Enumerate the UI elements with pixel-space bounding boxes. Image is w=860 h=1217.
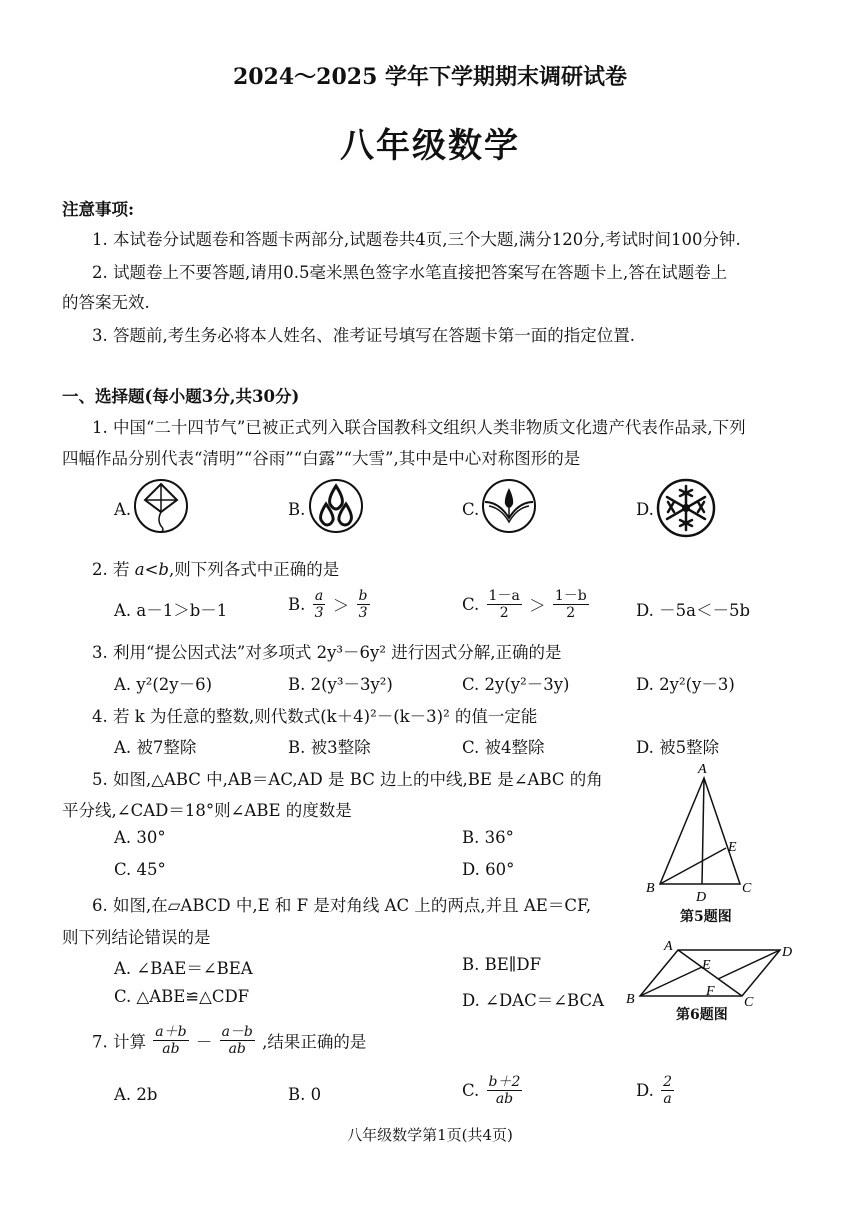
snowflake-icon bbox=[656, 478, 716, 538]
q2-option-b-fraction-1 bbox=[313, 588, 326, 621]
q5-option-a: A. 30° bbox=[114, 828, 166, 847]
fig5-label-e: E bbox=[728, 840, 737, 855]
q6-stem: 6. 如图,在▱ABCD 中,E 和 F 是对角线 AC 上的两点,并且 AE＝CF, bbox=[92, 896, 592, 915]
q5-option-d: D. 60° bbox=[462, 860, 515, 879]
exam-title: 2024～2025 学年下学期期末调研试卷 bbox=[232, 64, 628, 90]
q7-option-d-label: D. bbox=[636, 1081, 654, 1101]
numerator: a bbox=[314, 588, 324, 604]
fig6-label-e: E bbox=[702, 958, 711, 973]
q1-stem-cont: 四幅作品分别代表“清明”“谷雨”“白露”“大雪”,其中是中心对称图形的是 bbox=[62, 449, 581, 468]
q6-parallelogram-figure bbox=[622, 936, 800, 1008]
q2-stem-suffix: ,则下列各式中正确的是 bbox=[168, 560, 340, 579]
q4-option-a: A. 被7整除 bbox=[114, 738, 197, 757]
q2-option-b bbox=[288, 588, 372, 621]
kite-icon bbox=[133, 478, 189, 534]
numerator: 2 bbox=[663, 1074, 673, 1090]
q1-option-c-label: C. bbox=[462, 500, 480, 519]
page-footer: 八年级数学第1页(共4页) bbox=[347, 1126, 513, 1144]
denominator: a bbox=[663, 1091, 672, 1108]
fig5-label-b: B bbox=[646, 881, 655, 896]
q3-option-c: C. 2y(y²－3y) bbox=[462, 675, 570, 694]
q2-option-d: D. －5a＜－5b bbox=[636, 601, 751, 620]
q2-option-b-fraction-2 bbox=[357, 588, 370, 621]
raindrops-icon bbox=[308, 478, 364, 534]
q7-option-c bbox=[462, 1074, 524, 1107]
q4-option-c: C. 被4整除 bbox=[462, 738, 545, 757]
q3-option-b: B. 2(y³－3y²) bbox=[288, 675, 393, 694]
q4-option-b: B. 被3整除 bbox=[288, 738, 371, 757]
q7-stem-prefix: 7. 计算 bbox=[92, 1032, 146, 1052]
q2-stem-prefix: 2. 若 bbox=[92, 560, 135, 579]
q7-fraction-1 bbox=[153, 1024, 188, 1057]
fig5-label-d: D bbox=[696, 890, 707, 905]
q6-option-b: B. BE∥DF bbox=[462, 955, 542, 974]
subject-title: 八年级数学 bbox=[340, 126, 520, 166]
q7-stem-suffix: ,结果正确的是 bbox=[262, 1032, 367, 1052]
q7-option-d bbox=[636, 1074, 676, 1107]
q2-option-c-fraction-1 bbox=[487, 588, 522, 621]
q7-stem bbox=[92, 1024, 366, 1057]
fig6-caption: 第6题图 bbox=[676, 1007, 728, 1023]
q7-option-b: B. 0 bbox=[288, 1085, 322, 1104]
notice-item-2-cont: 的答案无效. bbox=[62, 293, 150, 312]
q2-option-c-fraction-2 bbox=[553, 588, 589, 621]
q5-option-c: C. 45° bbox=[114, 860, 166, 879]
q5-stem-cont: 平分线,∠CAD＝18°则∠ABE 的度数是 bbox=[62, 801, 352, 820]
fig6-label-d: D bbox=[782, 945, 793, 960]
numerator: b bbox=[358, 588, 368, 604]
q4-stem: 4. 若 k 为任意的整数,则代数式(k＋4)²－(k－3)² 的值一定能 bbox=[92, 707, 538, 726]
q2-stem bbox=[92, 556, 339, 580]
numerator: 1－a bbox=[488, 588, 520, 604]
numerator: a＋b bbox=[155, 1024, 187, 1040]
q5-triangle-figure bbox=[640, 760, 770, 920]
fig5-label-a: A bbox=[698, 762, 707, 777]
fig6-label-a: A bbox=[664, 939, 673, 954]
fig6-label-c: C bbox=[744, 995, 754, 1010]
q3-stem: 3. 利用“提公因式法”对多项式 2y³－6y² 进行因式分解,正确的是 bbox=[92, 643, 562, 662]
q1-option-b-label: B. bbox=[288, 500, 306, 519]
fig5-caption: 第5题图 bbox=[680, 909, 732, 925]
q1-stem: 1. 中国“二十四节气”已被正式列入联合国教科文组织人类非物质文化遗产代表作品录,下列 bbox=[92, 418, 746, 437]
denominator: ab bbox=[162, 1041, 180, 1058]
q6-stem-cont: 则下列结论错误的是 bbox=[62, 928, 211, 947]
q7-fraction-2 bbox=[220, 1024, 255, 1057]
denominator: 3 bbox=[358, 605, 368, 622]
q2-option-c bbox=[462, 588, 591, 621]
notice-heading: 注意事项: bbox=[62, 200, 135, 219]
q3-option-d: D. 2y²(y－3) bbox=[636, 675, 735, 694]
denominator: 3 bbox=[314, 605, 324, 622]
q6-option-c: C. △ABE≌△CDF bbox=[114, 987, 250, 1006]
q2-stem-condition: a<b bbox=[134, 560, 169, 579]
denominator: 2 bbox=[499, 605, 509, 622]
denominator: 2 bbox=[566, 605, 576, 622]
q5-stem: 5. 如图,△ABC 中,AB＝AC,AD 是 BC 边上的中线,BE 是∠ABC 的角 bbox=[92, 770, 603, 789]
q3-option-a: A. y²(2y－6) bbox=[114, 675, 213, 694]
notice-item-3: 3. 答题前,考生务必将本人姓名、准考证号填写在答题卡第一面的指定位置. bbox=[92, 326, 635, 345]
fig6-label-f: F bbox=[706, 984, 715, 999]
q6-option-d: D. ∠DAC＝∠BCA bbox=[462, 991, 605, 1010]
notice-item-1: 1. 本试卷分试题卷和答题卡两部分,试题卷共4页,三个大题,满分120分,考试时间100分钟. bbox=[92, 230, 741, 249]
q1-option-a-label: A. bbox=[114, 500, 132, 519]
q7-option-c-label: C. bbox=[462, 1081, 480, 1101]
q7-option-d-fraction bbox=[661, 1074, 674, 1107]
fig6-label-b: B bbox=[626, 992, 635, 1007]
fig5-label-c: C bbox=[742, 881, 752, 896]
q4-option-d: D. 被5整除 bbox=[636, 738, 720, 757]
minus-sign: － bbox=[195, 1032, 213, 1052]
greater-than: ＞ bbox=[332, 596, 350, 616]
q6-option-a: A. ∠BAE＝∠BEA bbox=[114, 959, 253, 978]
section-heading: 一、选择题(每小题3分,共30分) bbox=[62, 387, 300, 406]
q1-option-d-label: D. bbox=[636, 500, 654, 519]
numerator: a－b bbox=[221, 1024, 253, 1040]
q7-option-c-fraction bbox=[487, 1074, 523, 1107]
dewdrop-leaf-icon bbox=[481, 478, 537, 534]
numerator: 1－b bbox=[554, 588, 587, 604]
denominator: ab bbox=[228, 1041, 246, 1058]
notice-item-2: 2. 试题卷上不要答题,请用0.5毫米黑色签字水笔直接把答案写在答题卡上,答在试题卷上 bbox=[92, 263, 728, 282]
numerator: b＋2 bbox=[488, 1074, 521, 1090]
denominator: ab bbox=[495, 1091, 514, 1108]
q2-option-c-label: C. bbox=[462, 595, 480, 615]
q7-option-a: A. 2b bbox=[114, 1085, 158, 1104]
q2-option-a: A. a－1＞b－1 bbox=[114, 601, 228, 620]
greater-than: ＞ bbox=[529, 596, 546, 616]
q2-option-b-label: B. bbox=[288, 595, 306, 615]
q5-option-b: B. 36° bbox=[462, 828, 514, 847]
